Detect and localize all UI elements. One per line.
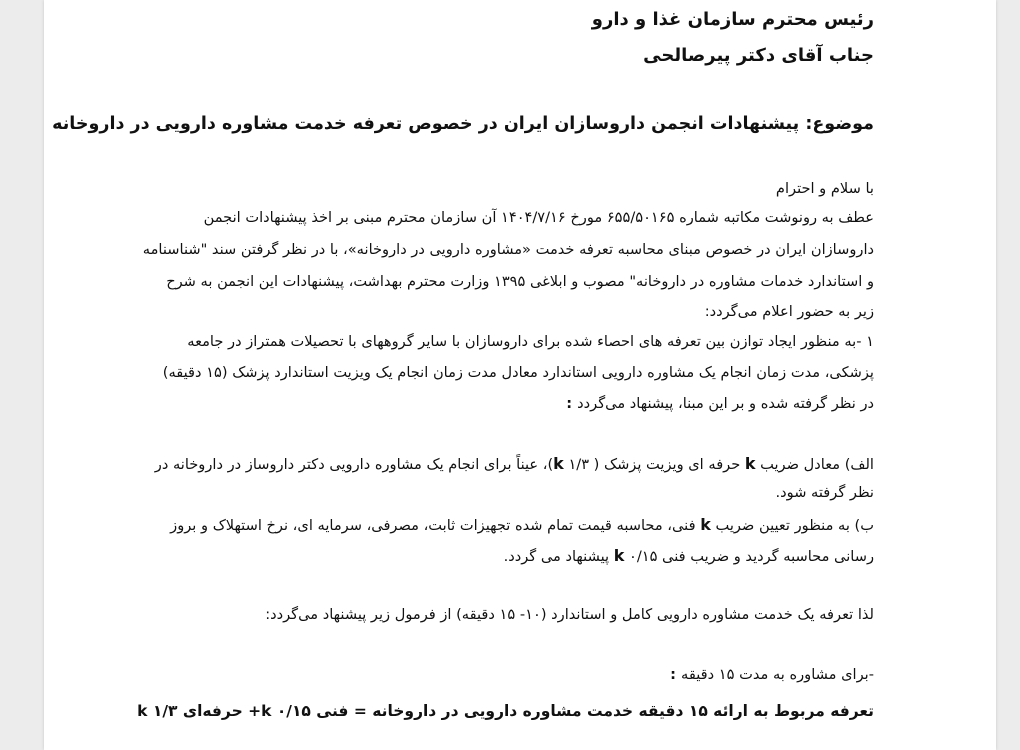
item-be-line2a: رسانی محاسبه گردید و ضریب فنی: [657, 548, 874, 565]
intro-line-1: عطف به رونوشت مکاتبه شماره ۶۵۵/۵۰۱۶۵ مورخ ۱۴۰۴/۷/۱۶ آن سازمان محترم مبنی بر اخذ پیشنهادات انجمن: [203, 209, 874, 226]
k-coefficient: k: [613, 546, 625, 565]
item-alef-line-2: نظر گرفته شود.: [775, 484, 874, 501]
subject-label: موضوع:: [805, 114, 874, 134]
intro-line-4: زیر به حضور اعلام می‌گردد:: [704, 303, 874, 320]
item1-line-3: [566, 395, 874, 412]
duration-label-text: -برای مشاوره به مدت ۱۵ دقیقه: [681, 666, 874, 683]
recipient-name: جناب آقای دکتر پیرصالحی: [643, 45, 874, 66]
duration-label: [670, 666, 874, 683]
k-coefficient: k: [700, 515, 711, 534]
greeting: با سلام و احترام: [775, 180, 874, 197]
intro-line-2: داروسازان ایران در خصوص مبنای محاسبه تعرفه خدمت «مشاوره دارویی در داروخانه»، با در نظر گرفتن سند "شناسنامه: [142, 241, 874, 258]
recipient-title: رئیس محترم سازمان غذا و دارو: [591, 9, 874, 30]
item-be-line2b: ۰/۱۵ پیشنهاد می گردد.: [503, 548, 658, 565]
item1-line-2: پزشکی، مدت زمان انجام یک مشاوره دارویی استاندارد معادل مدت زمان انجام یک ویزیت استاندارد پزشک (۱۵ دقیقه): [162, 364, 874, 381]
subject-text: پیشنهادات انجمن داروسازان ایران در خصوص تعرفه خدمت مشاوره دارویی در داروخانه: [52, 114, 800, 134]
item-be-line-1: [170, 515, 874, 534]
duration-label-colon: :: [670, 666, 682, 683]
letter-page: [44, 0, 996, 750]
item-alef-line-1: [155, 454, 874, 473]
item-be-line-2: [504, 546, 874, 565]
k-coefficient: k: [553, 454, 564, 473]
item-be-part2: فنی، محاسبه قیمت تمام شده تجهیزات ثابت، مصرفی، سرمایه ای، نرخ استهلاک و بروز: [170, 517, 701, 534]
item1-line-3-text: در نظر گرفته شده و بر این مبنا، پیشنهاد می‌گردد: [577, 395, 874, 412]
tariff-intro: لذا تعرفه یک خدمت مشاوره دارویی کامل و استاندارد (۱۰- ۱۵ دقیقه) از فرمول زیر پیشنهاد می‌گردد:: [265, 606, 874, 623]
item-alef-part2: حرفه ای ویزیت پزشک (: [589, 456, 745, 473]
subject-line: [52, 114, 874, 134]
k-coefficient: k: [744, 454, 756, 473]
item1-line-1: ۱ -به منظور ایجاد توازن بین تعرفه های احصاء شده برای داروسازان با سایر گروههای با تحصیلات همتراز در جامعه: [187, 333, 874, 350]
tariff-formula: تعرفه مربوط به ارائه ۱۵ دقیقه خدمت مشاوره دارویی در داروخانه = فنی k ۰/۱۵+ حرفه‌ای k ۱/۳: [137, 702, 874, 720]
item1-line-3-colon: :: [566, 395, 578, 412]
intro-line-3: و استاندارد خدمات مشاوره در داروخانه" مصوب و ابلاغی ۱۳۹۵ وزارت محترم بهداشت، پیشنهادات این انجمن به شرح: [166, 273, 874, 290]
item-alef-part1: الف) معادل ضریب: [755, 456, 874, 473]
item-be-part1: ب) به منظور تعیین ضریب: [710, 517, 874, 534]
item-alef-part3: ۱/۳)، عیناً برای انجام یک مشاوره دارویی دکتر داروساز در داروخانه در: [154, 456, 590, 473]
